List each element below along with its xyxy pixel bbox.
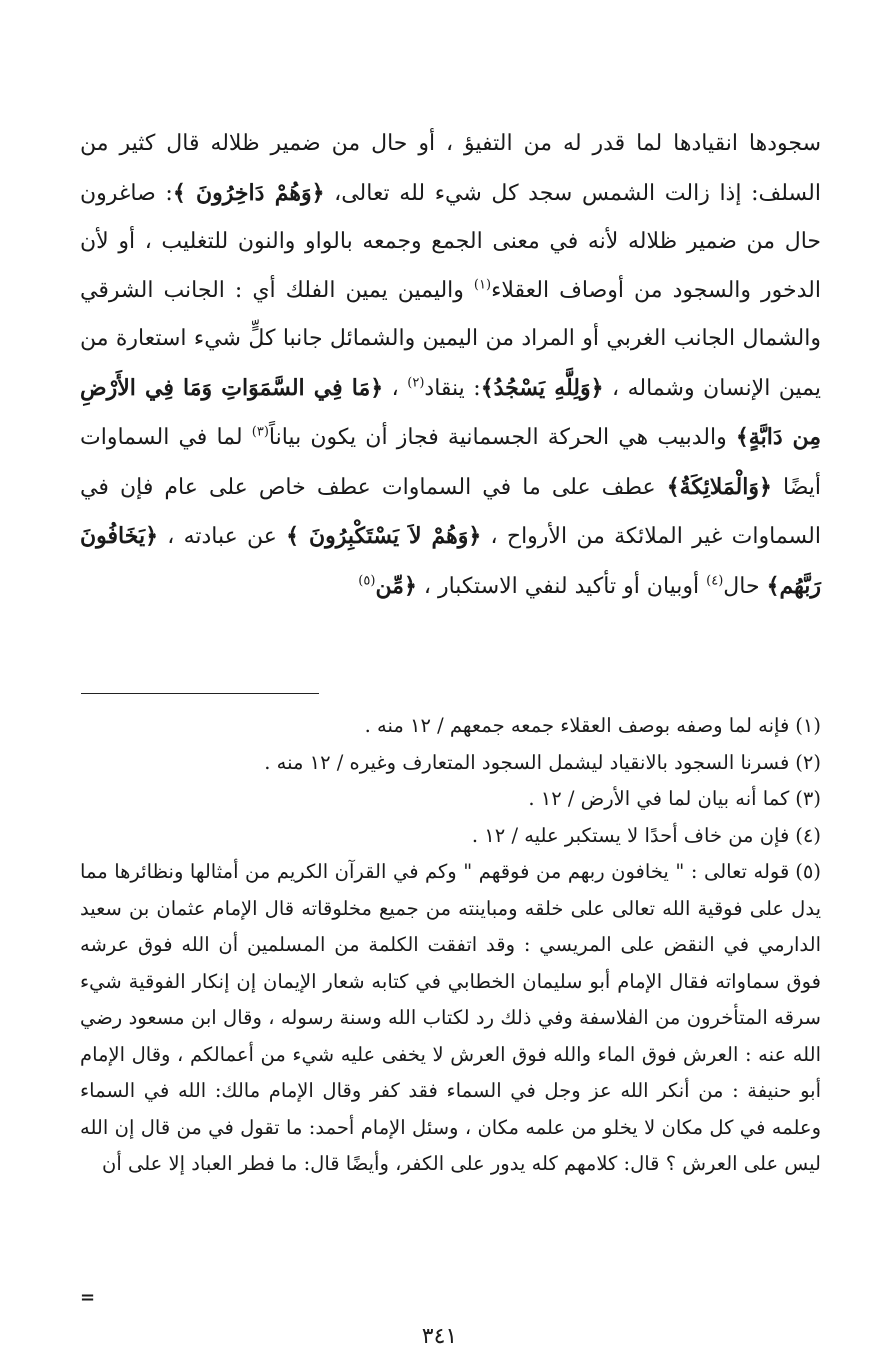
footnote-number: (٣) [795, 787, 821, 810]
footnote-number: (٢) [795, 750, 821, 774]
text-segment: ، [383, 375, 408, 401]
footnote [80, 854, 821, 1183]
footnotes [80, 708, 821, 1183]
footnote [80, 781, 821, 818]
text-segment: حال [723, 573, 767, 599]
footnote-ref: (٣) [251, 424, 269, 440]
continuation-mark: = [80, 1287, 96, 1308]
quran-quote: ﴿مِّن [375, 572, 417, 599]
text-segment: عن عبادته ، [157, 524, 287, 549]
main-text [80, 120, 821, 611]
text-segment: والدبيب هي الحركة الجسمانية فجاز أن يكون بياناً [268, 425, 736, 450]
quran-quote: ﴿يَخَافُونَ رَبَّهُم﴾ [80, 523, 821, 599]
footnote-text: قوله تعالى : " يخافون ربهم من فوقهم " وكم في القرآن الكريم من أمثالها ونظائرها مما يدل على فوقية الله تعالى على خلقه ومباينته من جميع مخلوقاته قال الإمام عثمان بن سعيد الدارمي في النقض على المريسي : وقد اتفقت الكلمة من المسلمين أن الله فوق عرشه فوق سماواته فقال الإمام أبو سليمان الخطابي في كتابه شعار الإيمان إن إنكار الفوقية شيء سرقه المتأخرون من الفلاسفة وفي ذلك رد لكتاب الله وسنة رسوله ، وقال ابن مسعود رضي الله عنه : العرش فوق الماء والله فوق العرش لا يخفى عليه شيء من أعمالكم ، وقال الإمام أبو حنيفة : من أنكر الله عز وجل في السماء فقد كفر وقال الإمام مالك: الله في السماء وعلمه في كل مكان لا يخلو من علمه مكان ، وسئل الإمام أحمد: ما تقول في من قال إن الله ليس على العرش ؟ قال: كلامهم كله يدور على الكفر، وأيضًا قال: ما فطر العباد إلا على أن [80, 860, 821, 1175]
text-segment: لما في السماوات أيضًا [80, 425, 822, 500]
footnote-ref: (١) [473, 277, 492, 293]
footnote [80, 708, 821, 745]
footnote-text: فإنه لما وصفه بوصف العقلاء جمعه جمعهم / ١٢ منه . [364, 714, 790, 737]
quran-quote: ﴿مَا فِي السَّمَوَاتِ وَمَا فِي الأَرْضِ مِن دَابَّةٍ﴾ [80, 374, 821, 450]
footnote [80, 818, 821, 855]
footnote-number: (١) [795, 714, 821, 737]
text-segment: : صاغرون حال من ضمير ظلاله لأنه في معنى الجمع وجمعه بالواو والنون للتغليب ، أو لأن الدخور والسجود من أوصاف العقلاء [80, 180, 821, 303]
text-segment: أوبيان أو تأكيد لنفي الاستكبار ، [416, 573, 707, 599]
quran-quote: ﴿وَهُمْ لاَ يَسْتَكْبِرُونَ ﴾ [286, 523, 482, 549]
text-segment: : ينقاد [424, 375, 481, 401]
main-paragraph [80, 120, 821, 611]
footnote-text: فإن من خاف أحدًا لا يستكبر عليه / ١٢ . [471, 823, 790, 847]
footnote-text: فسرنا السجود بالانقياد ليشمل السجود المتعارف وغيره / ١٢ منه . [264, 750, 790, 774]
footnote-ref: (٢) [407, 375, 425, 391]
footnote-ref: (٤) [706, 573, 724, 589]
page-number: ٣٤١ [421, 1324, 458, 1349]
quran-quote: ﴿وَالْمَلائِكَةُ﴾ [666, 473, 772, 500]
footnote-text: كما أنه بيان لما في الأرض / ١٢ . [528, 787, 790, 810]
footnote-number: (٥) [795, 860, 821, 883]
footnote [80, 745, 821, 782]
footnote-separator [81, 693, 319, 694]
footnote-ref: (٥) [358, 573, 376, 589]
quran-quote: ﴿وَلِلَّهِ يَسْجُدُ﴾ [480, 374, 604, 401]
text-segment: واليمين يمين الفلك أي : الجانب الشرقي والشمال الجانب الغربي أو المراد من اليمين والشمائل جانبا كلٍّ شيء استعارة من يمين الإنسان وشماله ، [80, 277, 822, 401]
quran-quote: ﴿وَهُمْ دَاخِرُونَ ﴾ [172, 179, 325, 206]
footnote-number: (٤) [795, 823, 821, 847]
text-segment: عطف على ما في السماوات عطف خاص على عام فإن في السماوات غير الملائكة من الأرواح ، [80, 474, 821, 549]
text-segment: سجودها انقيادها لما قدر له من التفيؤ ، أو حال من ضمير ظلاله قال كثير من السلف: إذا زالت الشمس سجد كل شيء لله تعالى، [80, 131, 821, 206]
